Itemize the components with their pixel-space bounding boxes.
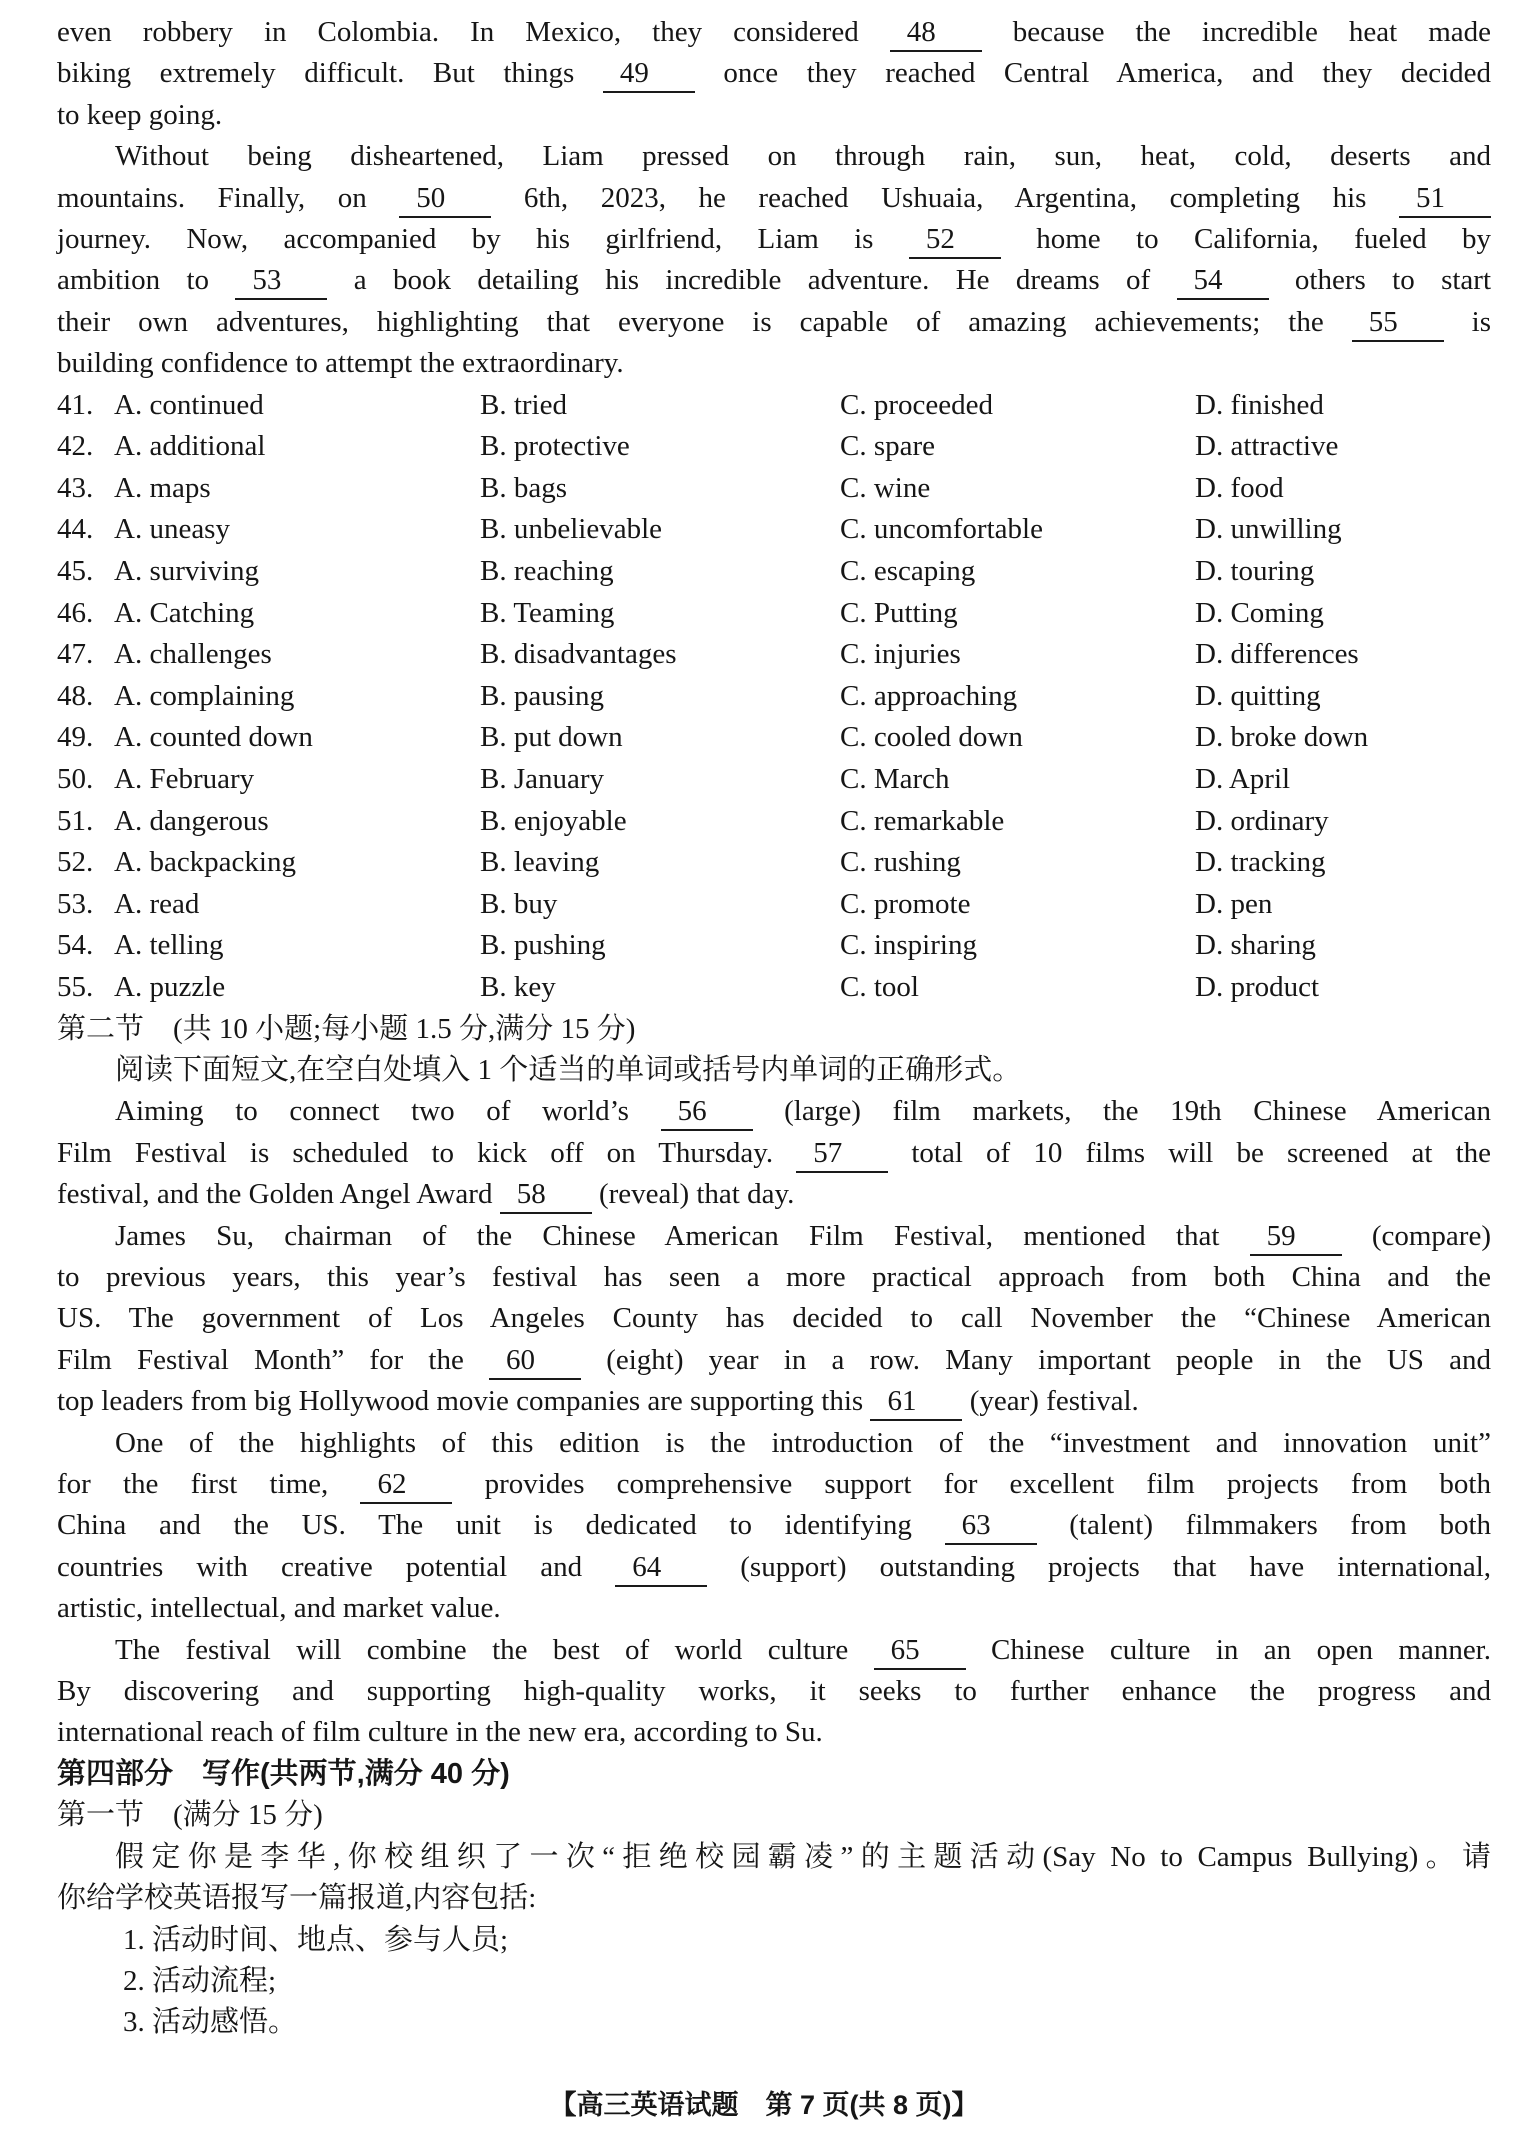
options-col-a [57, 884, 480, 926]
text-run: Film Festival Month” for the [57, 1343, 490, 1376]
question-number: 51. [57, 804, 94, 837]
options-row [57, 801, 1491, 843]
option-a: A. challenges [114, 638, 272, 671]
blank-54: 54 [1177, 264, 1269, 300]
text-run: building confidence to attempt the extraordinary. [57, 347, 624, 380]
text-run: biking extremely difficult. But things [57, 57, 603, 90]
question-number: 52. [57, 846, 94, 879]
option-a: A. puzzle [114, 970, 226, 1003]
writing-point-3: 3. 活动感悟。 [123, 2006, 298, 2039]
text-run: festival, and the Golden Angel Award [57, 1178, 500, 1211]
options-col-c [840, 925, 1195, 967]
text-run: Without being disheartened, Liam pressed on through rain, sun, heat, cold, deserts and [115, 140, 1491, 173]
option-d: D. differences [1195, 638, 1359, 671]
option-b: B. reaching [480, 555, 614, 588]
option-c: C. spare [840, 430, 936, 463]
options-col-d [1195, 634, 1491, 676]
text-line [57, 1712, 1491, 1753]
options-col-c [840, 884, 1195, 926]
question-number: 53. [57, 887, 94, 920]
option-d: D. finished [1195, 388, 1324, 421]
options-col-a [57, 676, 480, 718]
option-c: C. rushing [840, 846, 961, 879]
option-a: A. dangerous [114, 804, 269, 837]
option-c: C. escaping [840, 555, 976, 588]
blank-61: 61 [870, 1385, 962, 1421]
option-d: D. touring [1195, 555, 1315, 588]
text-run: 你给学校英语报写一篇报道,内容包括: [57, 1882, 537, 1915]
text-line [57, 260, 1491, 301]
blank-49: 49 [603, 57, 695, 93]
text-run: provides comprehensive support for excellent film projects from both [452, 1468, 1491, 1501]
options-col-c [840, 967, 1195, 1009]
options-col-b [480, 759, 840, 801]
text-line [57, 1464, 1491, 1505]
page-content [57, 12, 1491, 2044]
question-number: 44. [57, 513, 94, 546]
option-d: D. sharing [1195, 929, 1316, 962]
part4-section1-heading: 第一节 (满分 15 分) [57, 1799, 323, 1832]
question-number: 42. [57, 430, 94, 463]
options-row [57, 759, 1491, 801]
options-col-b [480, 842, 840, 884]
text-line [57, 1298, 1491, 1339]
text-run: a book detailing his incredible adventure. He dreams of [327, 264, 1177, 297]
option-a: A. backpacking [114, 846, 296, 879]
option-a: A. February [114, 763, 255, 795]
option-d: D. tracking [1195, 846, 1326, 879]
options-col-c [840, 385, 1195, 427]
options-row [57, 676, 1491, 718]
question-number: 55. [57, 970, 94, 1003]
text-run: others to start [1268, 264, 1491, 297]
options-col-c [840, 468, 1195, 510]
options-col-d [1195, 967, 1491, 1009]
options-row [57, 551, 1491, 593]
options-col-c [840, 842, 1195, 884]
options-row [57, 884, 1491, 926]
option-c: C. cooled down [840, 721, 1023, 754]
blank-65: 65 [874, 1634, 966, 1670]
option-a: A. surviving [114, 555, 259, 588]
question-number: 48. [57, 679, 94, 712]
option-c: C. remarkable [840, 804, 1005, 837]
option-c: C. inspiring [840, 929, 977, 962]
option-d: D. unwilling [1195, 513, 1342, 546]
option-b: B. January [480, 763, 605, 795]
text-run: their own adventures, highlighting that everyone is capable of amazing achievements; the [57, 305, 1352, 338]
blank-64: 64 [615, 1551, 707, 1587]
blank-55: 55 [1352, 306, 1444, 342]
text-line [57, 178, 1491, 219]
options-col-a [57, 551, 480, 593]
question-number: 43. [57, 471, 94, 504]
blank-62: 62 [360, 1468, 452, 1504]
blank-56: 56 [661, 1095, 753, 1131]
text-run: once they reached Central America, and they decided [694, 57, 1492, 90]
option-b: B. unbelievable [480, 513, 663, 546]
text-line [57, 1216, 1491, 1257]
options-col-a [57, 925, 480, 967]
section2-heading: 第二节 (共 10 小题;每小题 1.5 分,满分 15 分) [57, 1012, 636, 1045]
options-row [57, 509, 1491, 551]
text-run: (support) outstanding projects that have international, [707, 1550, 1491, 1583]
option-d: D. attractive [1195, 430, 1339, 463]
text-line [57, 1340, 1491, 1381]
options-col-d [1195, 676, 1491, 718]
writing-point-1: 1. 活动时间、地点、参与人员; [123, 1923, 509, 1956]
options-row [57, 385, 1491, 427]
option-a: A. continued [114, 388, 264, 421]
options-col-b [480, 551, 840, 593]
blank-58: 58 [500, 1178, 592, 1214]
options-col-b [480, 509, 840, 551]
writing-point-2: 2. 活动流程; [123, 1964, 277, 1997]
text-line [57, 1423, 1491, 1464]
text-run: to keep going. [57, 98, 223, 131]
blank-50: 50 [399, 182, 491, 218]
options-col-c [840, 551, 1195, 593]
options-col-a [57, 426, 480, 468]
option-c: C. Putting [840, 596, 958, 629]
question-number: 45. [57, 555, 94, 588]
text-run: artistic, intellectual, and market value. [57, 1592, 501, 1625]
option-c: C. promote [840, 887, 971, 920]
options-row [57, 634, 1491, 676]
text-run: countries with creative potential and [57, 1550, 616, 1583]
text-run: for the first time, [57, 1468, 361, 1501]
text-line [57, 1547, 1491, 1588]
options-col-c [840, 593, 1195, 635]
text-line [57, 1381, 1491, 1422]
options-col-b [480, 884, 840, 926]
page-footer: 【高三英语试题 第 7 页(共 8 页)】 [549, 2090, 979, 2120]
option-b: B. disadvantages [480, 638, 677, 671]
option-a: A. read [114, 887, 200, 920]
options-col-d [1195, 593, 1491, 635]
option-d: D. quitting [1195, 679, 1321, 712]
options-col-d [1195, 925, 1491, 967]
blank-48: 48 [890, 16, 982, 52]
text-run: 6th, 2023, he reached Ushuaia, Argentina, completing his [491, 181, 1399, 214]
option-c: C. proceeded [840, 388, 993, 421]
text-run: (reveal) that day. [591, 1178, 795, 1211]
options-row [57, 593, 1491, 635]
text-run: US. The government of Los Angeles County has decided to call November the “Chinese American [57, 1302, 1491, 1335]
options-row [57, 426, 1491, 468]
option-b: B. leaving [480, 846, 600, 879]
text-run: The festival will combine the best of world culture [115, 1633, 874, 1666]
options-col-b [480, 676, 840, 718]
text-run: (large) film markets, the 19th Chinese American [752, 1095, 1491, 1128]
text-line [57, 12, 1491, 53]
option-c: C. March [840, 763, 950, 795]
option-b: B. put down [480, 721, 623, 754]
options-col-a [57, 967, 480, 1009]
options-col-a [57, 634, 480, 676]
blank-52: 52 [909, 223, 1001, 259]
text-run: 假定你是李华,你校组织了一次“拒绝校园霸凌”的主题活动(Say No to Campus Bullying)。请 [115, 1840, 1491, 1873]
text-line [57, 136, 1491, 177]
option-c: C. tool [840, 970, 919, 1003]
text-line [57, 1257, 1491, 1298]
option-c: C. uncomfortable [840, 513, 1043, 546]
options-col-c [840, 801, 1195, 843]
option-a: A. counted down [114, 721, 313, 754]
text-run: international reach of film culture in the new era, according to Su. [57, 1716, 823, 1749]
options-col-d [1195, 551, 1491, 593]
text-line [57, 1671, 1491, 1712]
option-d: D. food [1195, 471, 1284, 504]
blank-57: 57 [796, 1137, 888, 1173]
option-b: B. pushing [480, 929, 606, 962]
options-col-d [1195, 509, 1491, 551]
blank-63: 63 [945, 1509, 1037, 1545]
question-number: 41. [57, 388, 94, 421]
text-run: (compare) [1341, 1219, 1491, 1252]
option-a: A. additional [114, 430, 266, 463]
options-col-a [57, 717, 480, 759]
text-line [57, 95, 1491, 136]
question-number: 49. [57, 721, 94, 754]
text-line [57, 1505, 1491, 1546]
options-col-d [1195, 385, 1491, 427]
text-run: mountains. Finally, on [57, 181, 400, 214]
text-run: because the incredible heat made [981, 16, 1491, 48]
options-col-b [480, 967, 840, 1009]
blank-60: 60 [489, 1344, 581, 1380]
option-b: B. pausing [480, 679, 605, 712]
text-run: (eight) year in a row. Many important people in the US and [581, 1343, 1491, 1376]
gapfill-passage-section [57, 1091, 1491, 1754]
options-col-a [57, 385, 480, 427]
options-col-b [480, 426, 840, 468]
option-b: B. bags [480, 471, 567, 504]
options-col-d [1195, 801, 1491, 843]
options-col-b [480, 717, 840, 759]
options-col-c [840, 634, 1195, 676]
option-d: D. pen [1195, 887, 1273, 920]
text-line [57, 1091, 1491, 1132]
option-c: C. approaching [840, 679, 1018, 712]
options-col-a [57, 468, 480, 510]
option-d: D. broke down [1195, 721, 1369, 754]
option-b: B. enjoyable [480, 804, 627, 837]
text-run: home to California, fueled by [1000, 223, 1492, 256]
options-col-a [57, 509, 480, 551]
options-col-d [1195, 468, 1491, 510]
options-row [57, 717, 1491, 759]
question-number: 50. [57, 763, 94, 795]
options-row [57, 468, 1491, 510]
options-col-b [480, 925, 840, 967]
text-line [57, 302, 1491, 343]
option-b: B. buy [480, 887, 558, 920]
option-a: A. complaining [114, 679, 295, 712]
option-a: A. maps [114, 471, 211, 504]
options-col-d [1195, 759, 1491, 801]
text-line [57, 1837, 1491, 1878]
options-col-b [480, 385, 840, 427]
text-run: (year) festival. [962, 1385, 1139, 1418]
options-col-a [57, 593, 480, 635]
text-run: journey. Now, accompanied by his girlfriend, Liam is [57, 223, 909, 256]
text-run: top leaders from big Hollywood movie companies are supporting this [57, 1385, 871, 1418]
text-line [57, 219, 1491, 260]
options-col-d [1195, 426, 1491, 468]
text-run: (talent) filmmakers from both [1036, 1509, 1492, 1542]
option-b: B. Teaming [480, 596, 615, 629]
text-line [57, 1588, 1491, 1629]
question-number: 47. [57, 638, 94, 671]
options-col-a [57, 842, 480, 884]
text-run: China and the US. The unit is dedicated to identifying [57, 1509, 945, 1542]
option-a: A. Catching [114, 596, 255, 629]
option-d: D. April [1195, 763, 1291, 795]
options-col-c [840, 676, 1195, 718]
options-row [57, 967, 1491, 1009]
options-col-b [480, 801, 840, 843]
text-line [57, 1174, 1491, 1215]
options-col-a [57, 759, 480, 801]
options-col-d [1195, 884, 1491, 926]
text-run: Aiming to connect two of world’s [115, 1095, 661, 1128]
option-d: D. product [1195, 970, 1320, 1003]
options-row [57, 925, 1491, 967]
text-run: James Su, chairman of the Chinese American Film Festival, mentioned that [115, 1219, 1250, 1252]
text-run: Chinese culture in an open manner. [965, 1633, 1491, 1666]
options-col-a [57, 801, 480, 843]
option-d: D. ordinary [1195, 804, 1329, 837]
options-col-d [1195, 842, 1491, 884]
options-col-c [840, 717, 1195, 759]
options-table [57, 385, 1491, 1009]
option-a: A. telling [114, 929, 224, 962]
section2-instruction: 阅读下面短文,在空白处填入 1 个适当的单词或括号内单词的正确形式。 [115, 1053, 1022, 1086]
blank-59: 59 [1250, 1220, 1342, 1256]
options-col-b [480, 634, 840, 676]
options-row [57, 842, 1491, 884]
option-b: B. protective [480, 430, 630, 463]
options-col-c [840, 759, 1195, 801]
blank-53: 53 [235, 264, 327, 300]
text-run: Film Festival is scheduled to kick off on Thursday. [57, 1136, 797, 1169]
text-line [57, 1878, 1491, 1919]
options-col-b [480, 593, 840, 635]
part4-heading: 第四部分 写作(共两节,满分 40 分) [57, 1757, 510, 1790]
option-b: B. tried [480, 388, 567, 421]
option-b: B. key [480, 970, 556, 1003]
question-number: 46. [57, 596, 94, 629]
options-col-c [840, 426, 1195, 468]
options-col-d [1195, 717, 1491, 759]
options-col-c [840, 509, 1195, 551]
text-line [57, 1133, 1491, 1174]
text-line [57, 343, 1491, 384]
question-number: 54. [57, 929, 94, 962]
option-d: D. Coming [1195, 596, 1324, 629]
options-col-b [480, 468, 840, 510]
text-run: even robbery in Colombia. In Mexico, they considered [57, 16, 890, 48]
cloze-passage-section [57, 12, 1491, 385]
text-run: ambition to [57, 264, 236, 297]
text-run: to previous years, this year’s festival has seen a more practical approach from both China and the [57, 1261, 1491, 1293]
blank-51: 51 [1399, 182, 1491, 218]
text-line [57, 1630, 1491, 1671]
option-c: C. injuries [840, 638, 961, 671]
option-a: A. uneasy [114, 513, 230, 546]
text-run: is [1443, 305, 1491, 338]
writing-prompt [57, 1837, 1491, 1920]
text-run: By discovering and supporting high-quality works, it seeks to further enhance the progress and [57, 1675, 1491, 1708]
text-line [57, 53, 1491, 94]
option-c: C. wine [840, 471, 931, 504]
text-run: total of 10 films will be screened at the [888, 1136, 1492, 1169]
text-run: One of the highlights of this edition is the introduction of the “investment and innovation unit” [115, 1426, 1491, 1459]
